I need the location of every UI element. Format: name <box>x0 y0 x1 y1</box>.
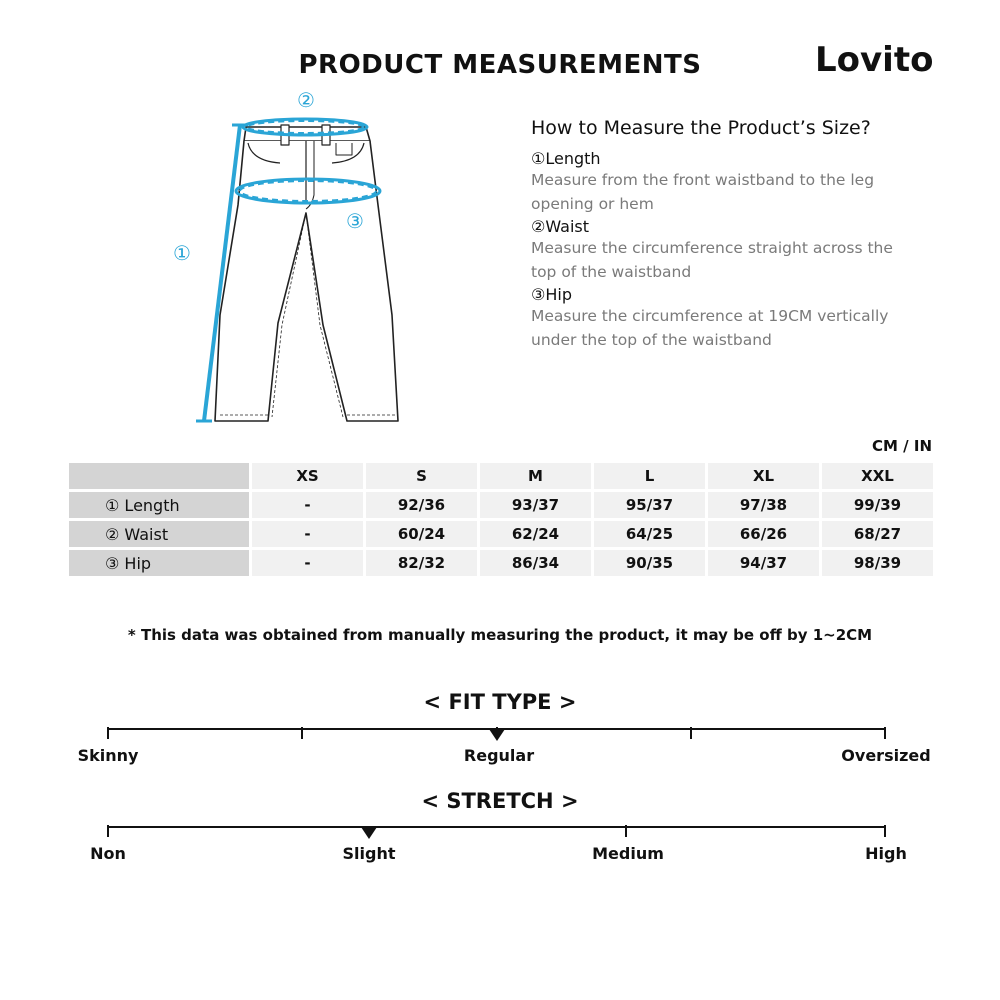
fit-type-indicator-icon <box>489 729 505 741</box>
fit-label-skinny: Skinny <box>77 746 139 765</box>
size-header-xs: XS <box>252 463 363 489</box>
stretch-label-medium: Medium <box>592 844 664 863</box>
stretch-label-non: Non <box>90 844 126 863</box>
size-header-row <box>69 463 933 489</box>
page-title: PRODUCT MEASUREMENTS <box>298 50 702 80</box>
table-row-waist <box>69 521 933 547</box>
how-to-measure-title: How to Measure the Product’s Size? <box>531 117 871 139</box>
marker-length: ① <box>173 241 191 265</box>
table-cell: 97/38 <box>708 492 819 518</box>
table-cell: 66/26 <box>708 521 819 547</box>
marker-hip: ③ <box>346 209 364 233</box>
stretch-title: < STRETCH > <box>421 789 579 813</box>
table-cell: 98/39 <box>822 550 933 576</box>
row-label: ② Waist <box>69 521 249 547</box>
stretch-indicator-icon <box>361 827 377 839</box>
table-cell: 68/27 <box>822 521 933 547</box>
fit-type-title: < FIT TYPE > <box>423 690 577 714</box>
table-cell: 64/25 <box>594 521 705 547</box>
fit-label-oversized: Oversized <box>841 746 931 765</box>
unit-label: CM / IN <box>872 437 932 455</box>
measure-description: Measure the circumference at 19CM vertically under the top of the waistband <box>531 307 889 349</box>
measure-description: Measure from the front waistband to the leg opening or hem <box>531 171 875 213</box>
table-cell: 86/34 <box>480 550 591 576</box>
row-label: ③ Hip <box>69 550 249 576</box>
measure-name: ②Waist <box>531 217 589 236</box>
fit-label-regular: Regular <box>463 746 535 765</box>
table-cell: 62/24 <box>480 521 591 547</box>
measure-item-length <box>531 149 921 216</box>
table-cell: - <box>252 521 363 547</box>
measurement-note: * This data was obtained from manually measuring the product, it may be off by 1~2CM <box>127 626 873 644</box>
size-header-xxl: XXL <box>822 463 933 489</box>
size-header-l: L <box>594 463 705 489</box>
how-to-measure <box>531 117 921 352</box>
pants-illustration <box>160 85 420 435</box>
table-cell: 95/37 <box>594 492 705 518</box>
table-cell: - <box>252 550 363 576</box>
size-table <box>66 460 936 579</box>
stretch-label-high: High <box>865 844 907 863</box>
table-cell: - <box>252 492 363 518</box>
table-cell: 93/37 <box>480 492 591 518</box>
size-header-xl: XL <box>708 463 819 489</box>
table-cell: 99/39 <box>822 492 933 518</box>
measure-description: Measure the circumference straight across the top of the waistband <box>531 239 893 281</box>
size-header-corner <box>69 463 249 489</box>
brand-logo: Lovito <box>815 40 934 80</box>
table-row-hip <box>69 550 933 576</box>
table-cell: 90/35 <box>594 550 705 576</box>
table-row-length <box>69 492 933 518</box>
table-cell: 82/32 <box>366 550 477 576</box>
table-cell: 94/37 <box>708 550 819 576</box>
measure-name: ③Hip <box>531 285 572 304</box>
table-cell: 92/36 <box>366 492 477 518</box>
measure-name: ①Length <box>531 149 601 168</box>
stretch-label-slight: Slight <box>342 844 396 863</box>
size-header-s: S <box>366 463 477 489</box>
measure-item-waist <box>531 217 921 284</box>
marker-waist: ② <box>297 88 315 112</box>
table-cell: 60/24 <box>366 521 477 547</box>
row-label: ① Length <box>69 492 249 518</box>
measure-item-hip <box>531 285 921 352</box>
size-header-m: M <box>480 463 591 489</box>
